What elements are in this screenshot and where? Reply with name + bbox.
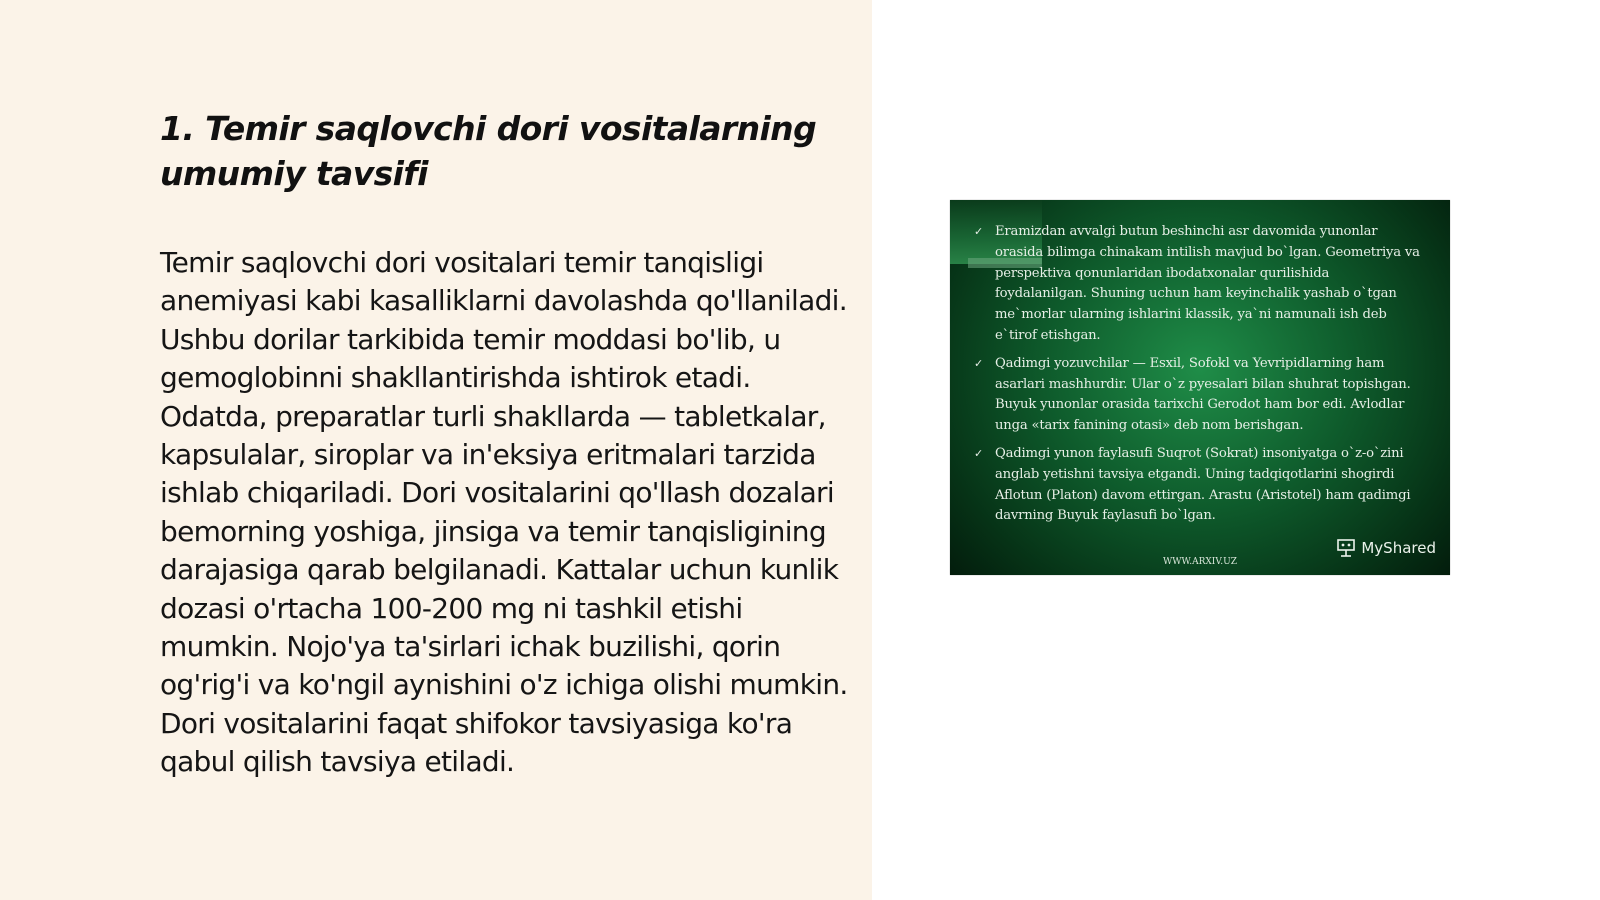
image-bullet-item [974,444,1424,527]
image-bullet-item [974,222,1424,347]
checkmark-icon: ✓ [974,225,984,238]
image-bullet-list [974,222,1424,534]
image-footer-url: WWW.ARXIV.UZ [1163,557,1237,567]
image-bullet-text: Qadimgi yunon faylasufi Suqrot (Sokrat) insoniyatga o`z-o`zini anglab yetishni tavsiya etgandi. Uning tadqiqotlarini shogirdi Aflotun (Platon) davom ettirgan. Arastu (Aristotel) ham qadimgi davrning Buyuk faylasufi bo`lgan. [995,445,1411,524]
slide-body-text: Temir saqlovchi dori vositalari temir tanqisligi anemiyasi kabi kasalliklarni davolashda qo'llaniladi. Ushbu dorilar tarkibida temir moddasi bo'lib, u gemoglobinni shakllantirishda ishtirok etadi. Odatda, preparatlar turli shakllarda — tabletkalar, kapsulalar, siroplar va in'eksiya eritmalari tarzida ishlab chiqariladi. Dori vositalarini qo'llash dozalari bemorning yoshiga, jinsiga va temir tanqisligining darajasiga qarab belgilanadi. Kattalar uchun kunlik dozasi o'rtacha 100-200 mg ni tashkil etishi mumkin. Nojo'ya ta'sirlari ichak buzilishi, qorin og'rig'i va ko'ngil aynishini o'z ichiga olishi mumkin. Dori vositalarini faqat shifokor tavsiyasiga ko'ra qabul qilish tavsiya etiladi. [160,246,848,779]
watermark-text: MyShared [1361,539,1436,557]
image-bullet-item [974,354,1424,437]
slide-title: 1. Temir saqlovchi dori vositalarning umumiy tavsifi [160,109,817,193]
myshared-watermark [1336,539,1436,557]
presentation-board-icon [1336,539,1356,557]
image-bullet-text: Eramizdan avvalgi butun beshinchi asr davomida yunonlar orasida bilimga chinakam intilish mavjud bo`lgan. Geometriya va perspektiva qonunlaridan ibodatxonalar qurilishida foydalanilgan. Shuning uchun ham keyinchalik yashab o`tgan me`morlar ularning ishlarini klassik, ya`ni namunali ish deb e`tirof etishgan. [995,224,1420,343]
image-bullet-text: Qadimgi yozuvchilar — Esxil, Sofokl va Yevripidlarning ham asarlari mashhurdir. Ular o`z pyesalari bilan shuhrat topishgan. Buyuk yunonlar orasida tarixchi Gerodot ham bor edi. Avlodlar unga «tarix fanining otasi» deb nom berishgan. [995,355,1411,434]
checkmark-icon: ✓ [974,356,984,370]
checkmark-icon: ✓ [974,446,984,460]
embedded-slide-image [950,200,1450,575]
